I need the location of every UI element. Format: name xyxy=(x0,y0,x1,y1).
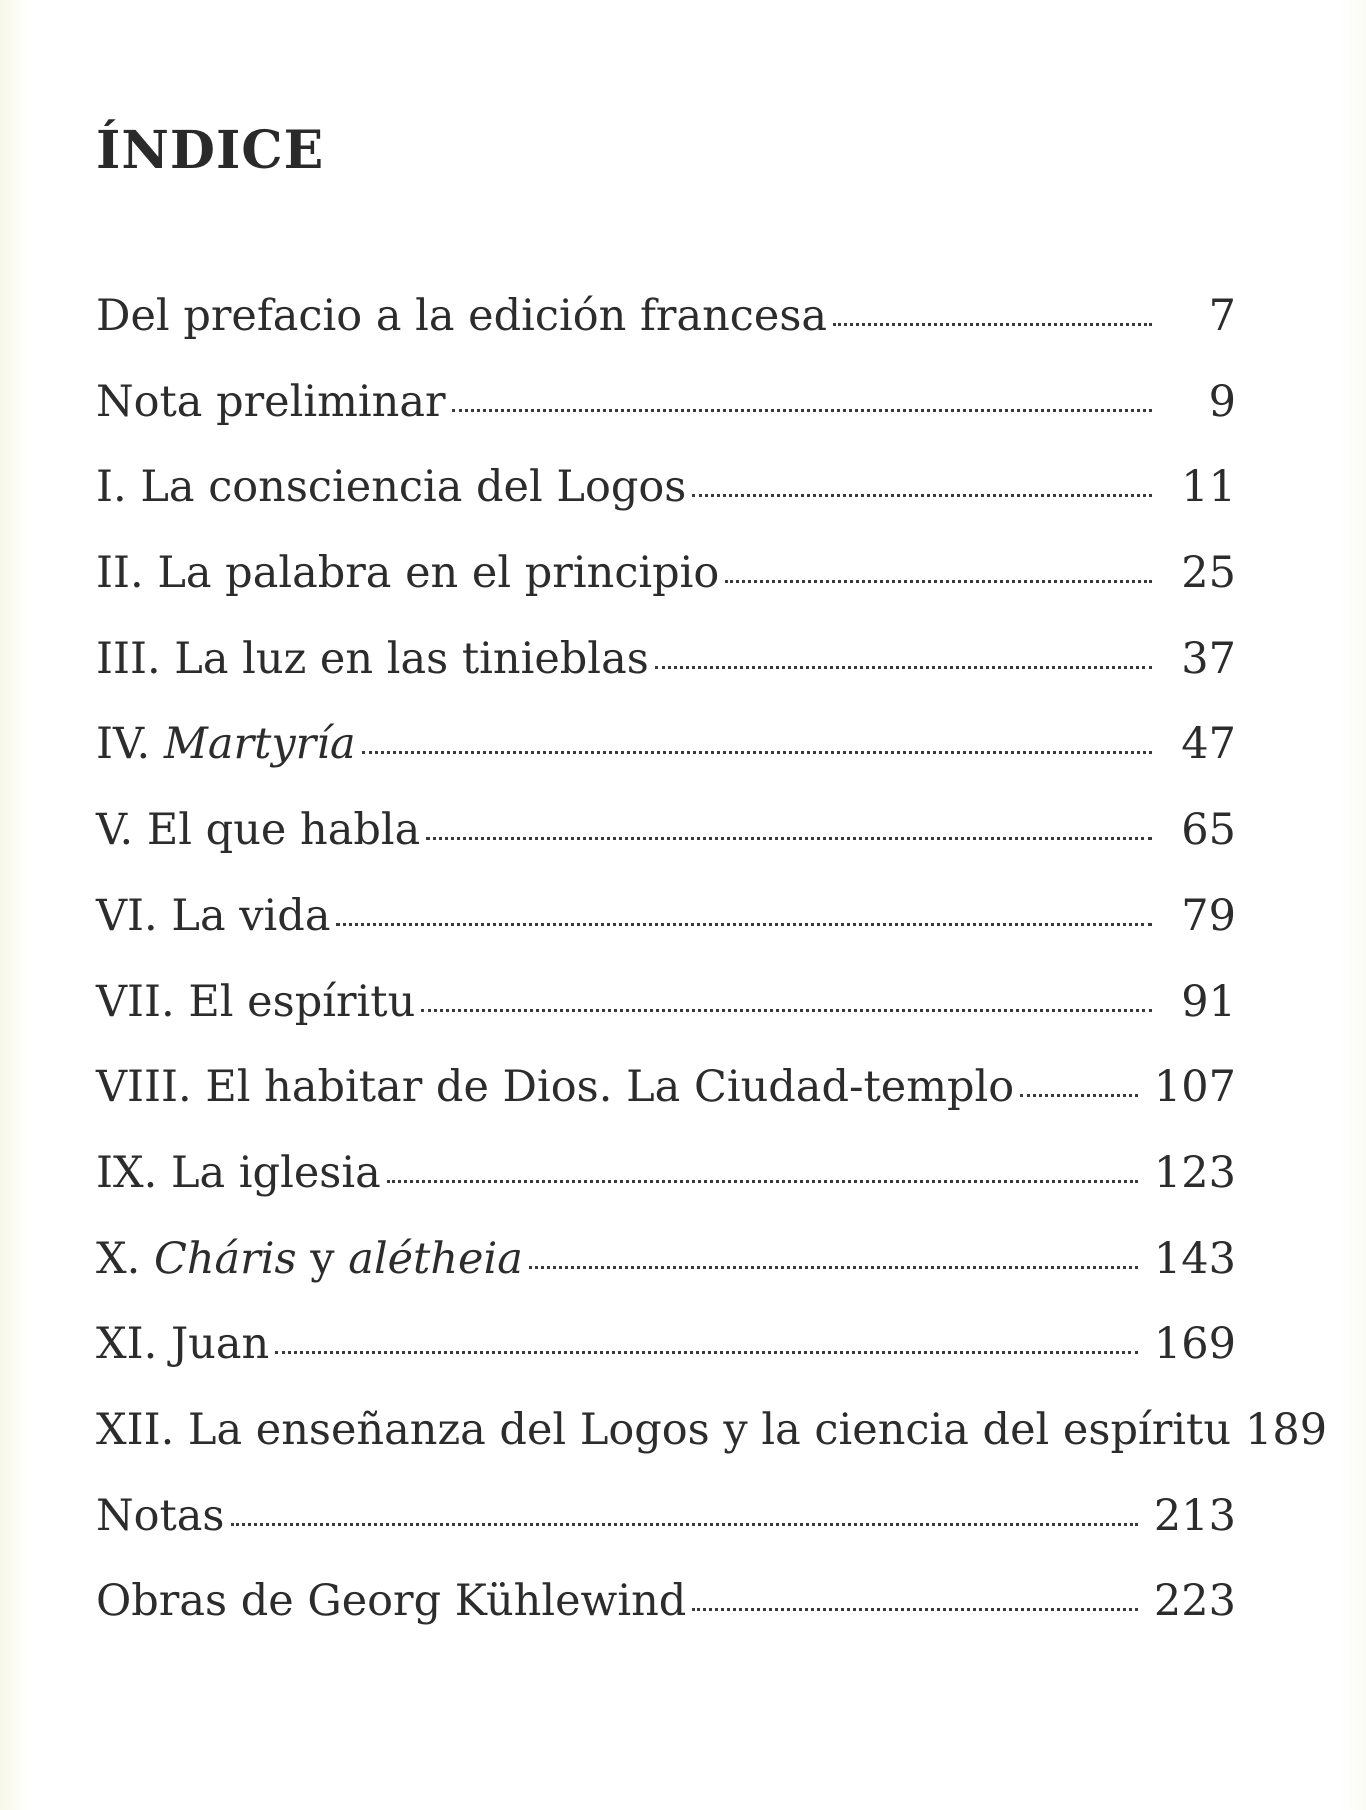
toc-entry-label: XI. Juan xyxy=(96,1319,270,1370)
toc-page-number: 11 xyxy=(1181,462,1236,513)
toc-page-number: 37 xyxy=(1181,633,1236,684)
toc-entry-chapter-4 xyxy=(96,719,1236,809)
table-of-contents xyxy=(96,291,1328,1666)
toc-page-number: 107 xyxy=(1153,1062,1236,1113)
dot-leader xyxy=(692,1608,1138,1611)
toc-entry-chapter-5 xyxy=(96,805,1236,895)
dot-leader xyxy=(655,666,1152,669)
toc-page-number: 9 xyxy=(1208,376,1236,427)
toc-entry-label: X. Cháris y alétheia xyxy=(96,1233,523,1284)
toc-entry-label: VIII. El habitar de Dios. La Ciudad-templo xyxy=(96,1062,1015,1113)
toc-entry-label: Obras de Georg Kühlewind xyxy=(96,1576,687,1627)
toc-page-number: 143 xyxy=(1153,1233,1236,1284)
dot-leader xyxy=(275,1351,1138,1354)
toc-entry-label: II. La palabra en el principio xyxy=(96,548,720,599)
toc-entry-prefacio xyxy=(96,291,1236,381)
toc-page-number: 47 xyxy=(1181,719,1236,770)
toc-entry-chapter-1 xyxy=(96,462,1236,552)
dot-leader xyxy=(426,837,1152,840)
toc-entry-label: IV. Martyría xyxy=(96,719,356,770)
toc-entry-chapter-9 xyxy=(96,1147,1236,1238)
page-title: ÍNDICE xyxy=(96,120,325,181)
toc-page-number: 123 xyxy=(1153,1147,1236,1198)
toc-page-number: 189 xyxy=(1245,1404,1328,1455)
toc-entry-label: V. El que habla xyxy=(96,805,421,856)
toc-entry-label: Notas xyxy=(96,1490,225,1541)
dot-leader xyxy=(725,580,1152,583)
toc-entry-label: III. La luz en las tinieblas xyxy=(96,633,649,684)
dot-leader xyxy=(421,1009,1152,1012)
toc-entry-label: I. La consciencia del Logos xyxy=(96,462,687,513)
toc-entry-chapter-6 xyxy=(96,890,1236,981)
dot-leader xyxy=(692,494,1152,497)
toc-entry-label: VI. La vida xyxy=(96,890,331,941)
toc-entry-chapter-12 xyxy=(96,1404,1328,1495)
toc-page-number: 65 xyxy=(1181,805,1236,856)
toc-entry-label: Del prefacio a la edición francesa xyxy=(96,291,828,341)
toc-entry-label: XII. La enseñanza del Logos y la ciencia del espíritu xyxy=(96,1404,1232,1455)
toc-entry-chapter-8 xyxy=(96,1062,1236,1152)
dot-leader xyxy=(362,751,1152,754)
toc-entry-label: VII. El espíritu xyxy=(96,976,416,1027)
toc-page-number: 7 xyxy=(1208,291,1236,341)
toc-entry-label: Nota preliminar xyxy=(96,376,446,427)
toc-entry-chapter-3 xyxy=(96,633,1236,724)
toc-page-number: 25 xyxy=(1181,548,1236,599)
toc-entry-nota-preliminar xyxy=(96,376,1236,467)
toc-entry-chapter-11 xyxy=(96,1319,1236,1409)
dot-leader xyxy=(452,409,1152,412)
toc-entry-label: IX. La iglesia xyxy=(96,1147,381,1198)
toc-page-number: 79 xyxy=(1181,890,1236,941)
dot-leader xyxy=(833,323,1152,326)
dot-leader xyxy=(387,1180,1138,1183)
dot-leader xyxy=(231,1523,1138,1526)
dot-leader xyxy=(529,1266,1138,1269)
dot-leader xyxy=(1020,1094,1138,1097)
dot-leader xyxy=(336,923,1152,926)
toc-page-number: 91 xyxy=(1181,976,1236,1027)
toc-page-number: 169 xyxy=(1153,1319,1236,1370)
toc-entry-obras xyxy=(96,1576,1236,1666)
toc-entry-chapter-7 xyxy=(96,976,1236,1067)
toc-entry-notas xyxy=(96,1490,1236,1581)
toc-entry-chapter-2 xyxy=(96,548,1236,638)
toc-entry-chapter-10 xyxy=(96,1233,1236,1324)
toc-page-number: 223 xyxy=(1153,1576,1236,1627)
toc-page-number: 213 xyxy=(1153,1490,1236,1541)
